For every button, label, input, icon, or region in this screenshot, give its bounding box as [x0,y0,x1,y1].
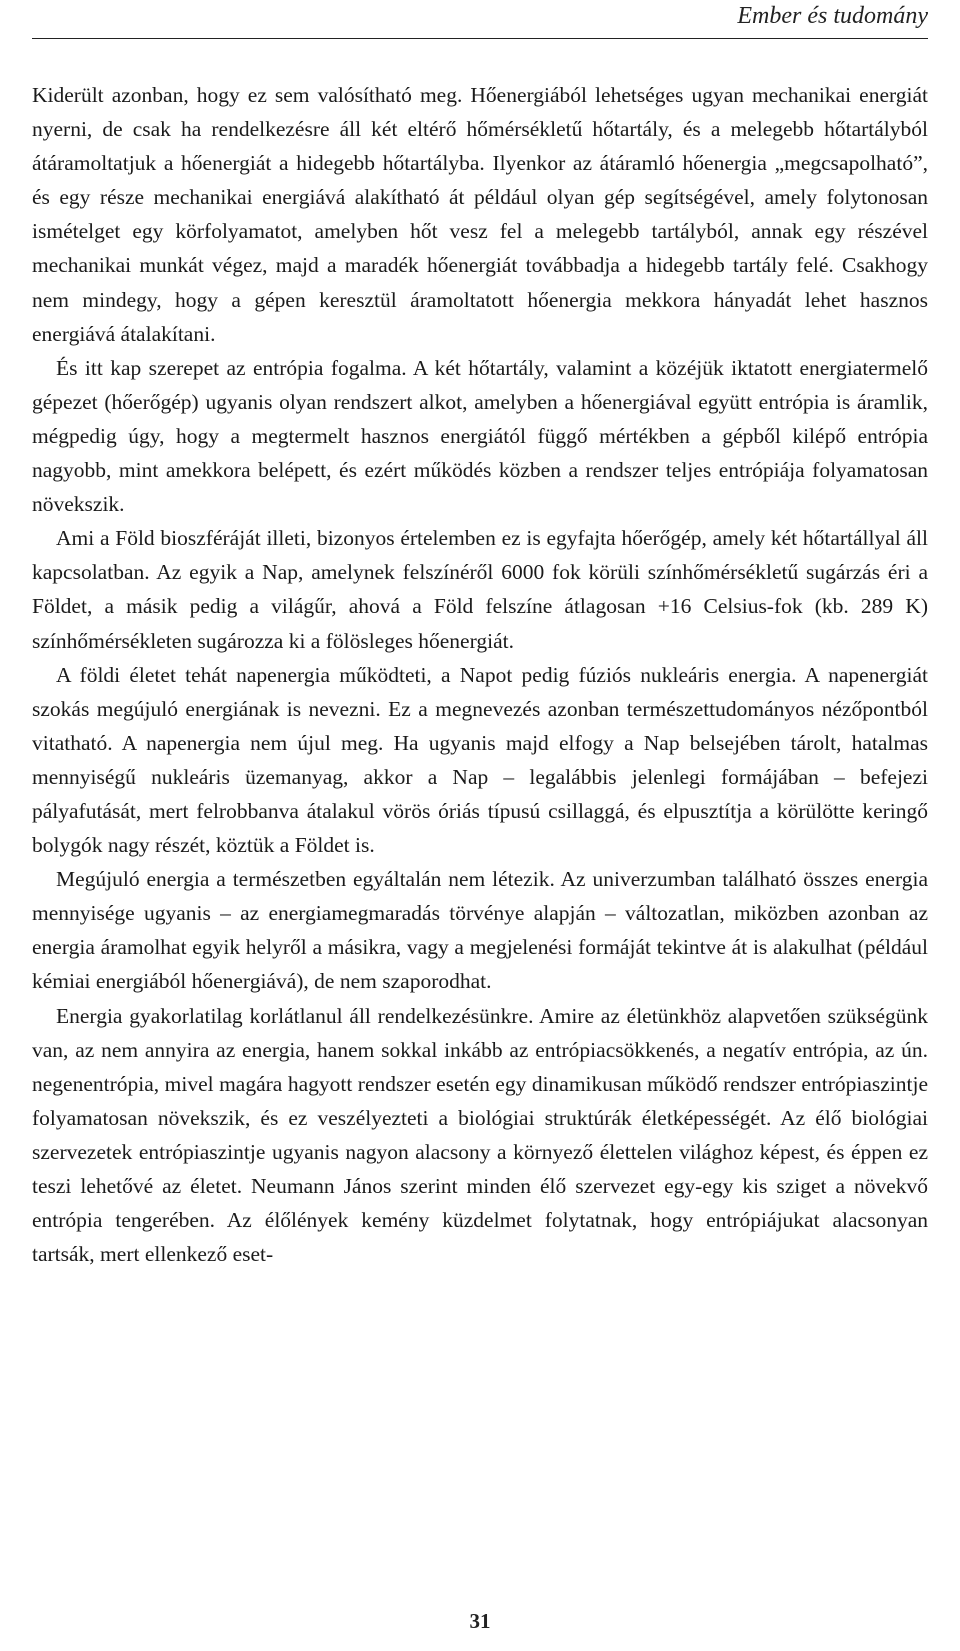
paragraph: A földi életet tehát napenergia működteti, a Napot pedig fúziós nukleáris energia. A napenergiát szokás megújuló energiának is nevezni. Ez a megnevezés azonban természettudományos nézőpontból vitatható. A napenergia nem újul meg. Ha ugyanis majd elfogy a Nap belsejében tárolt, hatalmas mennyiségű nukleáris üzemanyag, akkor a Nap – legalábbis jelenlegi formájában – befejezi pályafutását, mert felrobbanva átalakul vörös óriás típusú csillaggá, és elpusztítja a körülötte keringő bolygók nagy részét, köztük a Földet is. [32,662,928,858]
page-number: 31 [469,1609,491,1633]
paragraph: Megújuló energia a természetben egyáltalán nem létezik. Az univerzumban található összes energia mennyisége ugyanis – az energiamegmaradás törvénye alapján – változatlan, miközben azonban az energia áramolhat egyik helyről a másikra, vagy a megjelenési formáját tekintve át is alakulhat (például kémiai energiából hőenergiává), de nem szaporodhat. [32,867,928,994]
paragraph: Ami a Föld bioszféráját illeti, bizonyos értelemben ez is egyfajta hőerőgép, amely két hőtartállyal áll kapcsolatban. Az egyik a Nap, amelynek felszínéről 6000 fok körüli színhőmérsékletű sugárzás éri a Földet, a másik pedig a világűr, ahová a Föld felszíne átlagosan +16 Celsius-fok (kb. 289 K) színhőmérsékleten sugározza ki a fölösleges hőenergiát. [32,526,928,653]
paragraph: És itt kap szerepet az entrópia fogalma. A két hőtartály, valamint a közéjük iktatott energiatermelő gépezet (hőerőgép) ugyanis olyan rendszert alkot, amelyben a hőenergiával együtt entrópia is áramlik, mégpedig úgy, hogy a megtermelt hasznos energiától függő mértékben a gépből kilépő entrópia nagyobb, mint amekkora belépett, és ezért működés közben a rendszer teljes entrópiája folyamatosan növekszik. [32,355,928,517]
running-title: Ember és tudomány [737,3,928,29]
paragraph: Kiderült azonban, hogy ez sem valósítható meg. Hőenergiából lehetséges ugyan mechanikai energiát nyerni, de csak ha rendelkezésre áll két eltérő hőmérsékletű hőtartály, és a melegebb hőtartályból átáramoltatjuk a hőenergiát a hidegebb hőtartályba. Ilyenkor az átáramló hőenergia „megcsapolható”, és egy része mechanikai energiává alakítható át például olyan gép segítségével, amely folytonosan ismételget egy körfolyamatot, amelyben hőt vesz fel a melegebb tartályból, annak egy részével mechanikai munkát végez, majd a maradék hőenergiát továbbadja a hidegebb tartály felé. Csakhogy nem mindegy, hogy a gépen keresztül áramoltatott hőenergia mekkora hányadát lehet hasznos energiává átalakítani. [32,83,928,346]
page-header [32,0,928,39]
paragraph: Energia gyakorlatilag korlátlanul áll rendelkezésünkre. Amire az életünkhöz alapvetően szükségünk van, az nem annyira az energia, hanem sokkal inkább az entrópiacsökkenés, a negatív entrópia, az ún. negenentrópia, mivel magára hagyott rendszer esetén egy dinamikusan működő rendszer entrópiaszintje folyamatosan növekszik, és ez veszélyezteti a biológiai struktúrák életképességét. Az élő biológiai szervezetek entrópiaszintje ugyanis nagyon alacsony a környező élettelen világhoz képest, és éppen ez teszi lehetővé az életet. Neumann János szerint minden élő szervezet egy-egy kis sziget a növekvő entrópia tengerében. Az élőlények kemény küzdelmet folytatnak, hogy entrópiájukat alacsonyan tartsák, mert ellenkező eset- [32,1003,928,1267]
body-text [32,78,928,1271]
